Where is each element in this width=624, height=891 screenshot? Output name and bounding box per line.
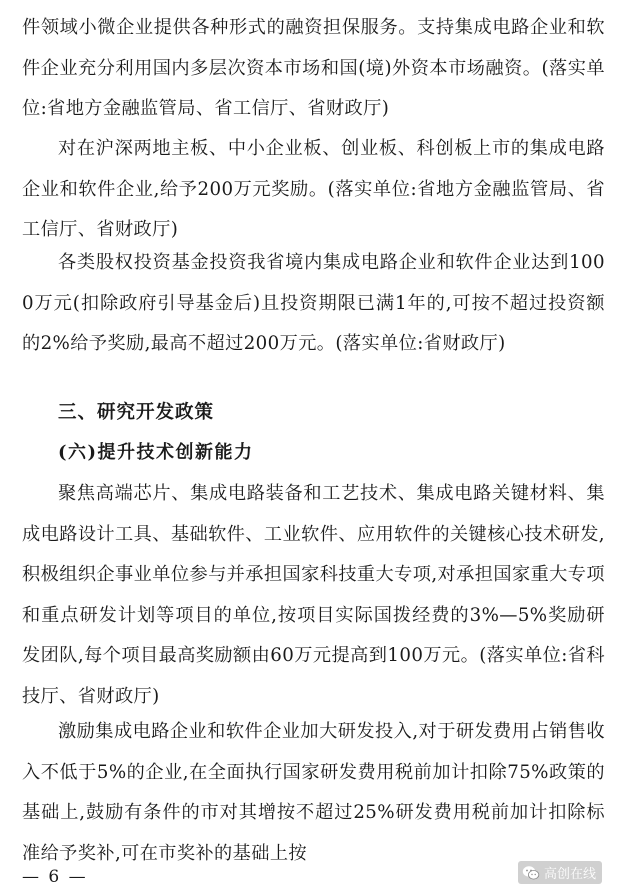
paragraph-listing-reward: 对在沪深两地主板、中小企业板、创业板、科创板上市的集成电路企业和软件企业,给予200万元奖励。(落实单位:省地方金融监管局、省工信厅、省财政厅) [22,138,605,241]
paragraph-financing-guarantee: 件领域小微企业提供各种形式的融资担保服务。支持集成电路企业和软件企业充分利用国内多层次资本市场和国(境)外资本市场融资。(落实单位:省地方金融监管局、省工信厅、省财政厅) [22,17,605,120]
section-heading: 三、研究开发政策 [58,402,215,423]
subsection-heading: (六)提升技术创新能力 [58,442,254,463]
paragraph-core-tech-rd: 聚焦高端芯片、集成电路装备和工艺技术、集成电路关键材料、集成电路设计工具、基础软件、工业软件、应用软件的关键核心技术研发,积极组织企事业单位参与并承担国家科技重大专项,对承担国家重大专项和重点研发计划等项目的单位,按项目实际国拨经费的3%—5%奖励研发团队,每个项目最高奖励额由60万元提高到100万元。(落实单位:省科技厅、省财政厅) [22,483,605,707]
paragraph-rd-investment: 激励集成电路企业和软件企业加大研发投入,对于研发费用占销售收入不低于5%的企业,在全面执行国家研发费用税前加计扣除75%政策的基础上,鼓励有条件的市对其增按不超过25%研发费用税前加计扣除标准给予奖补,可在市奖补的基础上按 [22,721,605,864]
wechat-icon [522,865,540,881]
watermark-text: 高创在线 [543,867,596,882]
page-number: — 6 — [22,867,88,887]
watermark-badge [518,861,602,884]
paragraph-equity-fund-reward: 各类股权投资基金投资我省境内集成电路企业和软件企业达到1000万元(扣除政府引导基金后)且投资期限已满1年的,可按不超过投资额的2%给予奖励,最高不超过200万元。(落实单位:省财政厅) [22,252,605,355]
